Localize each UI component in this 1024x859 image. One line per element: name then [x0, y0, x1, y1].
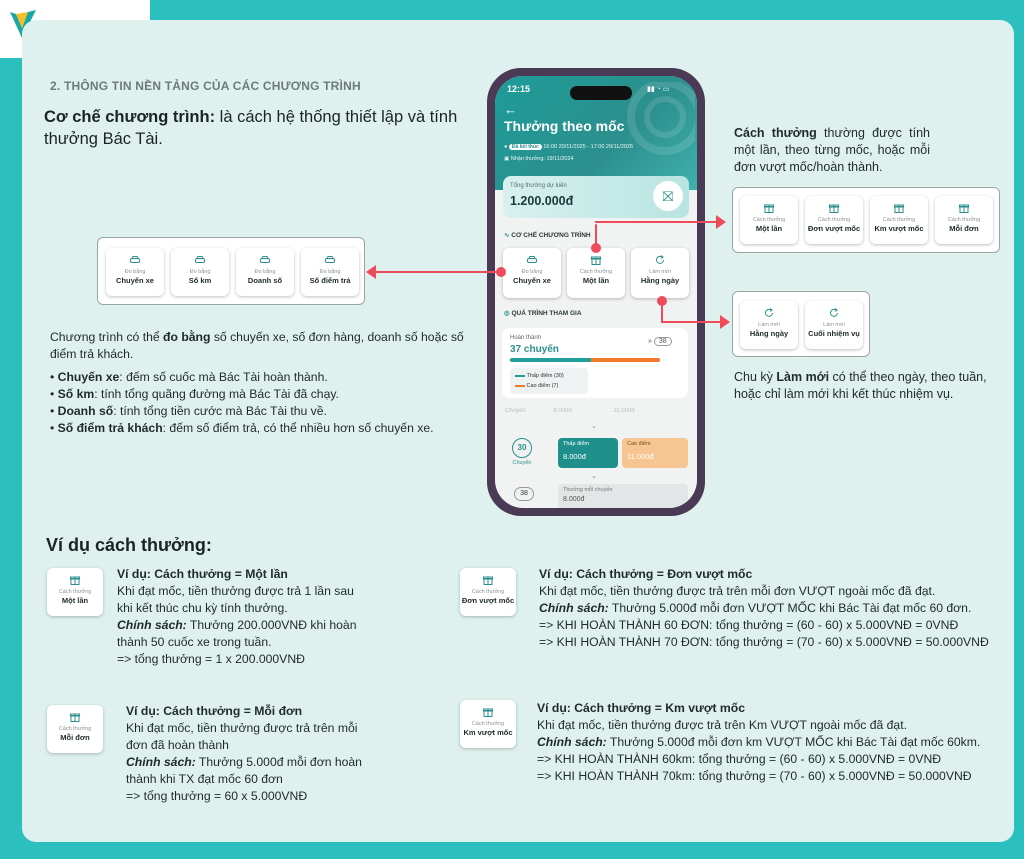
card-main-label: Km vượt mốc: [463, 728, 513, 737]
arrow-head-left-icon: [366, 265, 376, 279]
card-main-label: Số km: [188, 276, 212, 285]
period-row: ● Đã kết thúc 16:00 20/11/2025 - 17:00 20/11/2025: [504, 144, 634, 150]
status-icons: ▮▮ ◔ ▭: [647, 86, 670, 93]
card-sub-label: Đo bằng: [189, 269, 211, 275]
card-sub-label: Cách thưởng: [752, 217, 786, 223]
reward-card: [870, 196, 928, 244]
chevron-down-icon: ⌄: [591, 423, 597, 430]
gift-icon: [482, 706, 494, 718]
car-icon: [259, 254, 271, 266]
example-card: [47, 705, 103, 753]
measure-description: Chương trình có thể đo bằng số chuyến xe, số đơn hàng, doanh số hoặc số điểm trả khách. • Chuyến xe: đếm số cuốc mà Bác Tài hoàn thành. • Số km: tính tổng quãng đường mà Bác Tài đã chạy. • Doanh số: tính tổng tiền cước mà Bác Tài thu về. • Số điểm trả khách: đếm số điểm trả, có thể nhiều hơn số chuyến xe.: [50, 329, 470, 437]
status-badge: Đã kết thúc: [509, 144, 542, 150]
arrow-dot-measure: [496, 267, 506, 277]
screen-title: Thưởng theo mốc: [504, 118, 625, 134]
status-time: 12:15: [507, 84, 531, 94]
reward-card: [935, 196, 993, 244]
example-line: Khi đạt mốc, tiền thưởng được trả trên mỗi đơn VƯỢT ngoài mốc đã đạt.: [539, 584, 936, 598]
arrow-to-renew-h: [661, 321, 721, 323]
examples-heading: Ví dụ cách thưởng:: [46, 535, 212, 555]
low-tier-card: Thấp điểm 8.000đ: [558, 438, 618, 468]
gift-icon: [482, 574, 494, 586]
card-main-label: Một lần: [61, 596, 89, 605]
measure-card: [171, 248, 229, 296]
mechanism-card: [631, 248, 689, 298]
progress-card: Hoàn thành 37 chuyến » 38 Thấp điểm (30) Cao điểm (7): [502, 328, 688, 398]
card-sub-label: Đo bằng: [124, 269, 146, 275]
car-icon: [526, 254, 538, 266]
example-policy: Chính sách: Thưởng 5.000đ mỗi đơn km VƯỢT MỐC khi Bác Tài đạt mốc 60km.: [537, 735, 981, 749]
card-main-label: Một lần: [755, 224, 783, 233]
example-line: Khi đạt mốc, tiền thưởng được trả trên Km VƯỢT ngoài mốc đã đạt.: [537, 718, 907, 732]
card-sub-label: Làm mới: [823, 322, 845, 328]
card-main-label: Mỗi đơn: [60, 733, 90, 742]
card-main-label: Một lần: [582, 276, 610, 285]
progress-title: ◎ QUÁ TRÌNH THAM GIA: [504, 310, 582, 317]
example-result: => tổng thưởng = 1 x 200.000VNĐ: [117, 652, 305, 666]
example-text: [117, 566, 397, 668]
card-sub-label: Đo bằng: [254, 269, 276, 275]
example-card: [460, 568, 516, 616]
example-line: Khi đạt mốc, tiền thưởng được trả trên mỗi: [126, 721, 358, 735]
card-sub-label: Làm mới: [758, 322, 780, 328]
card-sub-label: Cách thưởng: [58, 589, 92, 595]
measure-card: [236, 248, 294, 296]
measure-list-item: • Doanh số: tính tổng tiền cước mà Bác Tài thu về.: [50, 404, 327, 418]
example-policy: Chính sách: Thưởng 5.000đ mỗi đơn VƯỢT MỐC khi Bác Tài đạt mốc 60 đơn.: [539, 601, 972, 615]
example-result: => KHI HOÀN THÀNH 60 ĐƠN: tổng thưởng = (60 - 60) x 5.000VNĐ = 0VNĐ: [539, 618, 959, 632]
card-sub-label: Cách thưởng: [882, 217, 916, 223]
card-sub-label: Cách thưởng: [817, 217, 851, 223]
refresh-icon: [828, 307, 840, 319]
clock-icon: ●: [504, 144, 508, 150]
high-tier-card: Cao điểm 11.000đ: [622, 438, 688, 468]
reward-description: Cách thưởng thường được tính một lần, theo từng mốc, hoặc mỗi đơn vượt mốc/hoàn thành.: [734, 126, 931, 174]
example-policy-line: thành 50 cuốc xe trong tuần.: [117, 635, 272, 649]
card-sub-label: Cách thưởng: [579, 269, 613, 275]
example-title: Ví dụ: Cách thưởng = Một lần: [117, 567, 288, 581]
gift-icon: [69, 574, 81, 586]
card-main-label: Mỗi đơn: [949, 224, 979, 233]
card-main-label: Đơn vượt mốc: [807, 224, 861, 233]
card-main-label: Hằng ngày: [749, 329, 789, 338]
example-card: [47, 568, 103, 616]
gift-icon: [69, 711, 81, 723]
card-main-label: Doanh số: [247, 276, 283, 285]
measure-card: [301, 248, 359, 296]
card-sub-label: Cách thưởng: [471, 589, 505, 595]
measure-list-item: • Số điểm trả khách: đếm số điểm trả, có thể nhiều hơn số chuyến xe.: [50, 421, 434, 435]
gift-icon: [958, 202, 970, 214]
milestone-row: 30 Chuyến Thấp điểm 8.000đ Cao điểm 11.000đ: [502, 436, 688, 472]
example-line: đơn đã hoàn thành: [126, 738, 229, 752]
next-milestone-row: 38 Thưởng mỗi chuyến 8.000đ: [502, 484, 688, 508]
car-icon: [194, 254, 206, 266]
example-result: => KHI HOÀN THÀNH 60km: tổng thưởng = (60 - 60) x 5.000VNĐ = 0VNĐ: [537, 752, 942, 766]
legend-box: Thấp điểm (30) Cao điểm (7): [510, 368, 588, 394]
back-arrow-icon[interactable]: ←: [504, 102, 517, 117]
card-main-label: Km vượt mốc: [874, 224, 924, 233]
example-policy-line: thành khi TX đạt mốc 60 đơn: [126, 772, 283, 786]
example-title: Ví dụ: Cách thưởng = Km vượt mốc: [537, 701, 745, 715]
example-card: [460, 700, 516, 748]
arrow-to-reward-h: [595, 221, 717, 223]
example-result: => KHI HOÀN THÀNH 70 ĐƠN: tổng thưởng = (70 - 60) x 5.000VNĐ = 50.000VNĐ: [539, 635, 989, 649]
arrow-head-right-icon: [716, 215, 726, 229]
gift-icon: ⛝: [653, 181, 683, 211]
card-sub-label: Đo bằng: [521, 269, 543, 275]
renew-card: [740, 301, 798, 349]
example-policy: Chính sách: Thưởng 5.000đ mỗi đơn hoàn: [126, 755, 362, 769]
renew-description: Chu kỳ Làm mới có thể theo ngày, theo tuần, hoặc chỉ làm mới khi kết thúc nhiệm vụ.: [734, 370, 987, 401]
card-sub-label: Cách thưởng: [58, 726, 92, 732]
progress-bar: [510, 358, 660, 362]
refresh-icon: [763, 307, 775, 319]
example-result: => KHI HOÀN THÀNH 70km: tổng thưởng = (70 - 60) x 5.000VNĐ = 50.000VNĐ: [537, 769, 972, 783]
measure-card: [106, 248, 164, 296]
example-result: => tổng thưởng = 60 x 5.000VNĐ: [126, 789, 308, 803]
card-sub-label: Cách thưởng: [471, 721, 505, 727]
faded-row: Chuyến 8.000đ 11.000đ: [505, 408, 635, 414]
car-icon: [129, 254, 141, 266]
example-policy: Chính sách: Thưởng 200.000VNĐ khi hoàn: [117, 618, 357, 632]
arrow-head-right-icon-2: [720, 315, 730, 329]
card-main-label: Chuyến xe: [513, 276, 551, 285]
example-title: Ví dụ: Cách thưởng = Mỗi đơn: [126, 704, 303, 718]
dynamic-island: [570, 86, 632, 100]
mechanism-title: ∿ CƠ CHẾ CHƯƠNG TRÌNH: [504, 232, 591, 239]
gift-icon: [828, 202, 840, 214]
gift-icon: [763, 202, 775, 214]
example-line: Khi đạt mốc, tiền thưởng được trả 1 lần sau: [117, 584, 354, 598]
refresh-icon: [654, 254, 666, 266]
gift-small-icon: ▣: [504, 156, 510, 162]
card-main-label: Hằng ngày: [640, 276, 680, 285]
total-card: Tổng thưởng dự kiến 1.200.000đ ⛝: [503, 176, 689, 218]
measure-list-item: • Chuyến xe: đếm số cuốc mà Bác Tài hoàn thành.: [50, 370, 328, 384]
card-sub-label: Đo bằng: [319, 269, 341, 275]
card-sub-label: Làm mới: [649, 269, 671, 275]
arrow-dot-reward: [591, 243, 601, 253]
renew-card: [805, 301, 863, 349]
received-row: ▣ Nhận thưởng: 19/11/2024: [504, 156, 574, 162]
arrow-to-measure: [372, 271, 500, 273]
arrow-dot-renew: [657, 296, 667, 306]
chevron-down-icon-2: ⌄: [591, 473, 597, 480]
car-icon: [324, 254, 336, 266]
measure-list-item: • Số km: tính tổng quãng đường mà Bác Tài đã chạy.: [50, 387, 339, 401]
example-text: [539, 566, 1009, 651]
phone-screen: [495, 76, 697, 508]
mechanism-card: [503, 248, 561, 298]
reward-card: [805, 196, 863, 244]
reward-card: [740, 196, 798, 244]
card-main-label: Số điểm trả: [309, 276, 351, 285]
target-pill: » 38: [648, 338, 672, 345]
intro-text: Cơ chế chương trình: là cách hệ thống thiết lập và tính thưởng Bác Tài.: [44, 108, 458, 148]
section-title: 2. THÔNG TIN NỀN TẢNG CỦA CÁC CHƯƠNG TRÌNH: [50, 79, 361, 93]
example-text: [537, 700, 1007, 785]
example-line: khi kết thúc chu kỳ tính thưởng.: [117, 601, 288, 615]
mechanism-card: [567, 248, 625, 298]
gift-icon: [893, 202, 905, 214]
card-sub-label: Cách thưởng: [947, 217, 981, 223]
example-text: [126, 703, 406, 805]
example-title: Ví dụ: Cách thưởng = Đơn vượt mốc: [539, 567, 753, 581]
card-main-label: Chuyến xe: [116, 276, 154, 285]
card-main-label: Đơn vượt mốc: [461, 596, 515, 605]
gift-icon: [590, 254, 602, 266]
card-main-label: Cuối nhiệm vụ: [808, 329, 860, 338]
